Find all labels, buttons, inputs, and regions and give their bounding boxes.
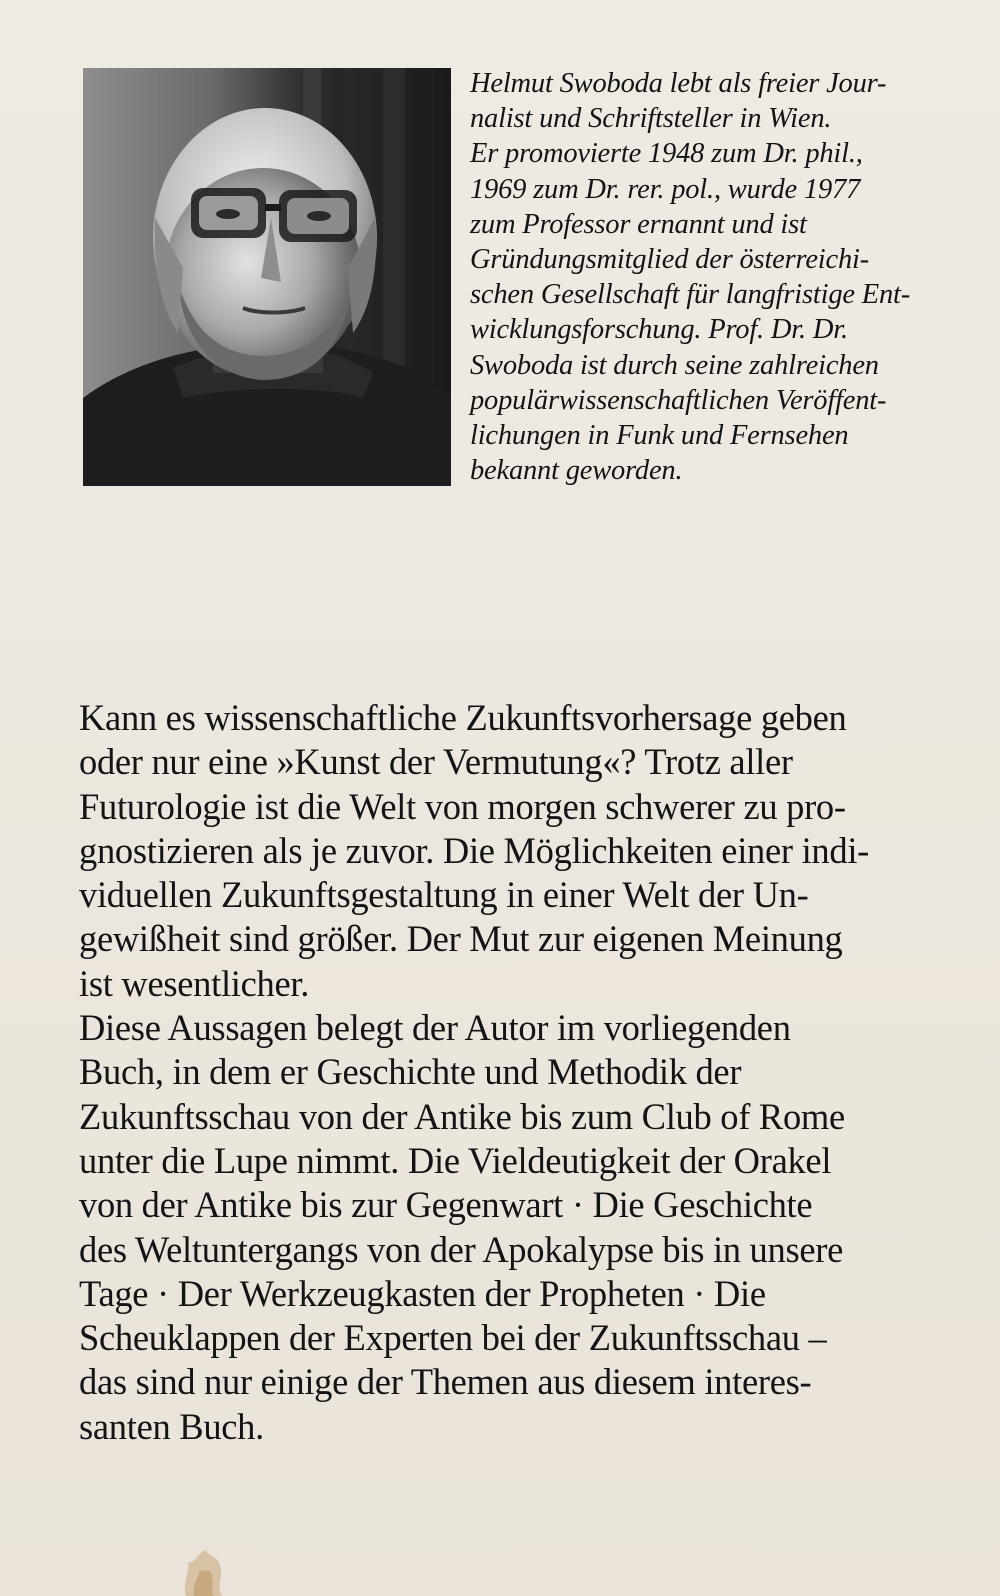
blurb-line: Scheuklappen der Experten bei der Zukunftsschau – xyxy=(79,1317,827,1359)
author-bio-line: Helmut Swoboda lebt als freier Jour- xyxy=(470,68,887,99)
blurb-line: Futurologie ist die Welt von morgen schwerer zu pro- xyxy=(79,785,846,827)
blurb-line: viduellen Zukunftsgestaltung in einer Welt der Un- xyxy=(79,874,809,916)
blurb-line: oder nur eine »Kunst der Vermutung«? Trotz aller xyxy=(79,741,793,783)
blurb-line: gewißheit sind größer. Der Mut zur eigenen Meinung xyxy=(79,918,843,960)
author-bio-line: zum Professor ernannt und ist xyxy=(470,208,807,240)
author-bio-line: Swoboda ist durch seine zahlreichen xyxy=(470,349,879,381)
blurb-line: Buch, in dem er Geschichte und Methodik der xyxy=(79,1051,742,1093)
author-bio-line: populärwissenschaftlichen Veröffent- xyxy=(470,384,887,416)
blurb-line: Diese Aussagen belegt der Autor im vorliegenden xyxy=(79,1007,791,1049)
author-bio-line: 1969 zum Dr. rer. pol., wurde 1977 xyxy=(470,173,861,205)
blurb-line: ist wesentlicher. xyxy=(79,962,310,1004)
author-bio-line: nalist und Schriftsteller in Wien. xyxy=(470,103,832,135)
author-bio-line: bekannt geworden. xyxy=(470,455,683,487)
author-bio-line: Er promovierte 1948 zum Dr. phil., xyxy=(470,138,863,170)
author-bio-line: wicklungsforschung. Prof. Dr. Dr. xyxy=(470,314,848,346)
blurb-line: von der Antike bis zur Gegenwart · Die Geschichte xyxy=(79,1184,813,1226)
blurb-line: Zukunftsschau von der Antike bis zum Club of Rome xyxy=(79,1095,845,1137)
blurb-line: unter die Lupe nimmt. Die Vieldeutigkeit der Orakel xyxy=(79,1139,832,1181)
blurb-line: das sind nur einige der Themen aus diesem interes- xyxy=(79,1361,812,1403)
author-bio-line: lichungen in Funk und Fernsehen xyxy=(470,420,849,452)
author-portrait xyxy=(83,68,451,486)
author-bio-line: Gründungsmitglied der österreichi- xyxy=(470,244,870,276)
blurb-line: Kann es wissenschaftliche Zukunftsvorhersage geben xyxy=(79,697,847,738)
blurb-line: des Weltuntergangs von der Apokalypse bis in unsere xyxy=(79,1228,844,1270)
author-bio-line: schen Gesellschaft für langfristige Ent- xyxy=(470,279,911,311)
paper-stain xyxy=(176,1522,230,1596)
book-blurb xyxy=(79,696,959,1449)
blurb-line: gnostizieren als je zuvor. Die Möglichkeiten einer indi- xyxy=(79,829,870,871)
blurb-line: Tage · Der Werkzeugkasten der Propheten · Die xyxy=(79,1272,766,1314)
blurb-line: santen Buch. xyxy=(79,1405,264,1447)
author-bio xyxy=(470,66,975,488)
